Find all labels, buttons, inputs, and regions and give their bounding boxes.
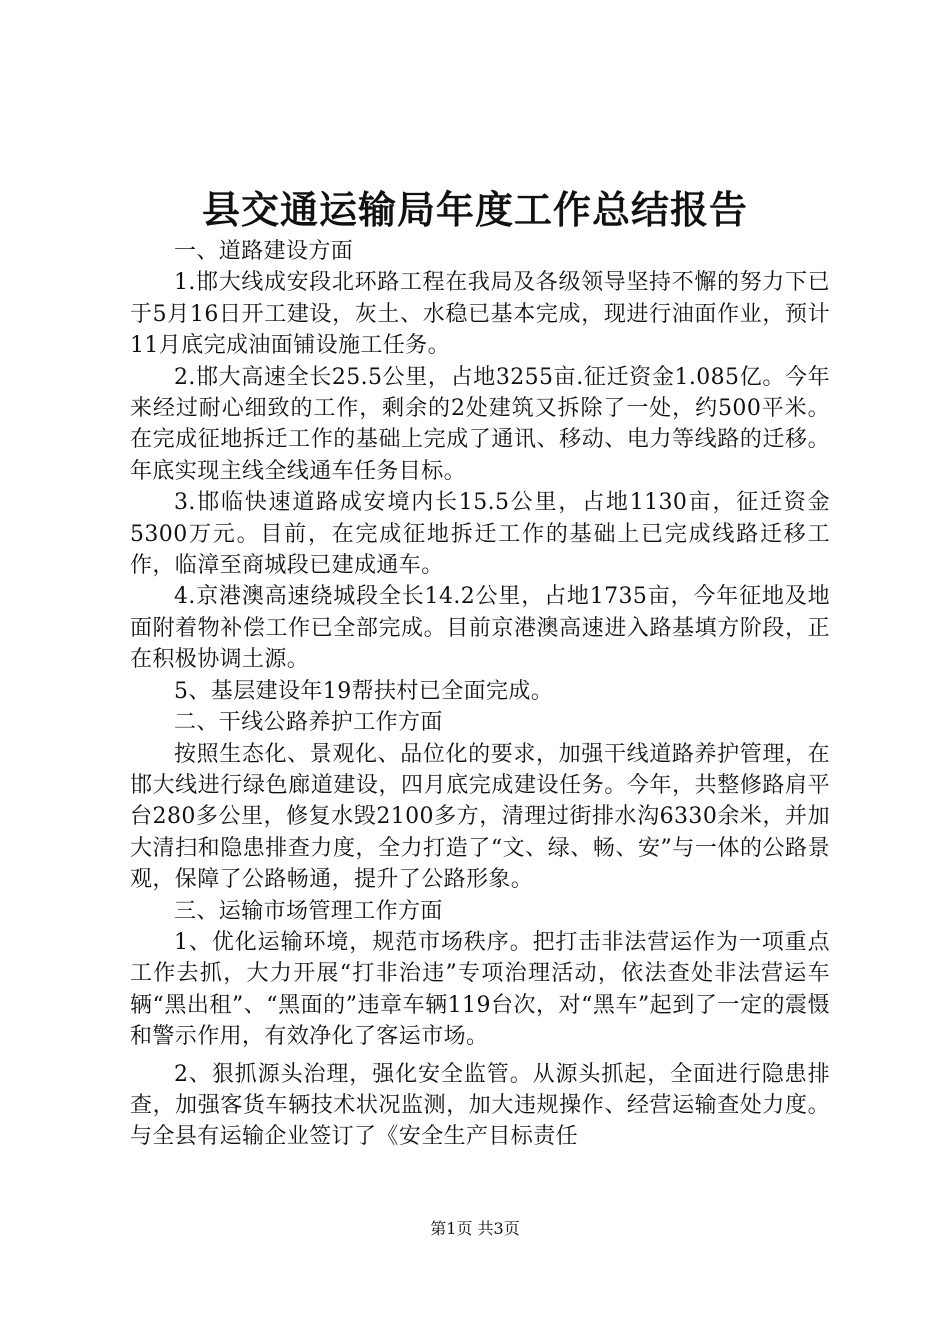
paragraph-item-2: 2.邯大高速全长25.5公里，占地3255亩.征迁资金1.085亿。今年来经过耐心细致的工作，剩余的2处建筑又拆除了一处，约500平米。在完成征地拆迁工作的基础上完成了通讯、移动、电力等线路的迁移。年底实现主线全线通车任务目标。 [130,364,830,484]
document-body [130,236,830,1153]
section-heading-road-maintenance: 二、干线公路养护工作方面 [174,710,443,736]
paragraph-item-4: 4.京港澳高速绕城段全长14.2公里，占地1735亩，今年征地及地面附着物补偿工作已全部完成。目前京港澳高速进入路基填方阶段，正在积极协调土源。 [130,584,830,673]
section-heading-road-construction: 一、道路建设方面 [174,239,354,264]
paragraph-item-5: 5、基层建设年19帮扶村已全面完成。 [174,678,554,704]
paragraph-market-2: 2、狠抓源头治理，强化安全监管。从源头抓起，全面进行隐患排查，加强客货车辆技术状况监测，加大违规操作、经营运输查处力度。与全县有运输企业签订了《安全生产目标责任 [130,1061,830,1150]
paragraph-maintenance: 按照生态化、景观化、品位化的要求，加强干线道路养护管理，在邯大线进行绿色廊道建设，四月底完成建设任务。今年，共整修路肩平台280多公里，修复水毁2100多方，清理过街排水沟6330余米，并加大清扫和隐患排查力度，全力打造了“文、绿、畅、安”与一体的公路景观，保障了公路畅通，提升了公路形象。 [130,741,830,893]
paragraph-item-1: 1.邯大线成安段北环路工程在我局及各级领导坚持不懈的努力下已于5月16日开工建设，灰土、水稳已基本完成，现进行油面作业，预计11月底完成油面铺设施工任务。 [130,270,830,359]
page-footer: 第1页 共3页 [430,1219,520,1238]
document-title: 县交通运输局年度工作总结报告 [201,187,748,232]
section-heading-transport-market: 三、运输市场管理工作方面 [174,898,443,924]
paragraph-item-3: 3.邯临快速道路成安境内长15.5公里，占地1130亩，征迁资金5300万元。目前，在完成征地拆迁工作的基础上已完成线路迁移工作，临漳至商城段已建成通车。 [130,490,830,579]
paragraph-market-1: 1、优化运输环境，规范市场秩序。把打击非法营运作为一项重点工作去抓，大力开展“打非治违”专项治理活动，依法查处非法营运车辆“黑出租”、“黑面的”违章车辆119台次，对“黑车”起到了一定的震慑和警示作用，有效净化了客运市场。 [130,929,830,1050]
